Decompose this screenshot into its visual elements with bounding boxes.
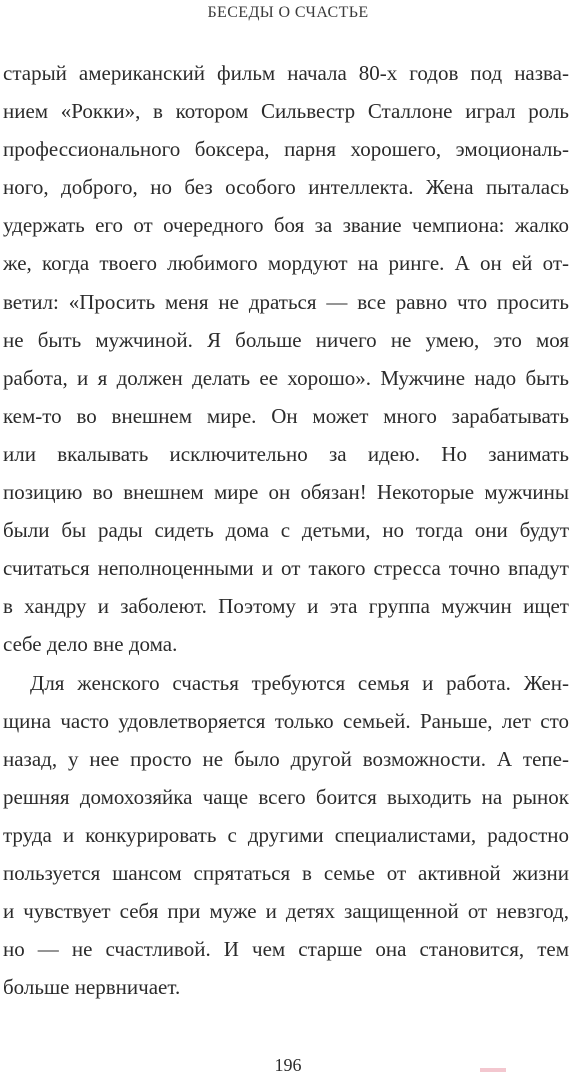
text-line: в хандру и заболеют. Поэтому и эта группа мужчин ищет [3,594,569,619]
text-line: же, когда твоего любимого мордуют на ринге. А он ей от- [3,251,569,276]
text-line: себе дело вне дома. [3,632,178,657]
text-line: старый американский фильм начала 80-х годов под назва- [3,61,569,85]
running-title: БЕСЕДЫ О СЧАСТЬЕ [207,4,369,21]
text-line: кем-то во внешнем мире. Он может много зарабатывать [3,403,569,428]
text-line: Для женского счастья требуются семья и работа. Жен- [30,670,569,695]
text-line: щина часто удовлетворяется только семьей. Раньше, лет сто [3,708,569,733]
text-line: удержать его от очередного боя за звание чемпиона: жалко [3,213,569,238]
text-line: позицию во внешнем мире он обязан! Некоторые мужчины [3,480,569,505]
text-line: труда и конкурировать с другими специалистами, радостно [3,822,569,847]
text-line: ветил: «Просить меня не драться — все равно что просить [3,289,569,314]
page-number: 196 [274,1055,302,1075]
text-line: нием «Рокки», в котором Сильвестр Сталлоне играл роль [3,99,569,124]
text-line: считаться неполноценными и от такого стресса точно впадут [3,556,569,581]
page-edge-mark [480,1068,506,1072]
text-line: работа, и я должен делать ее хорошо». Мужчине надо быть [3,365,569,390]
text-line: и чувствует себя при муже и детях защищенной от невзгод, [3,899,569,924]
text-line: но — не счастливой. И чем старше она становится, тем [3,937,569,962]
text-line: больше нервничает. [3,975,181,1000]
text-line: решняя домохозяйка чаще всего боится выходить на рынок [3,784,569,809]
text-line: назад, у нее просто не было другой возможности. А тепе- [3,746,569,771]
body-text [3,58,569,1010]
text-line: пользуется шансом спрятаться в семье от активной жизни [3,860,569,885]
text-line: ного, доброго, но без особого интеллекта. Жена пыталась [3,175,569,200]
text-line: или вкалывать исключительно за идею. Но занимать [3,441,569,466]
text-line: не быть мужчиной. Я больше ничего не умею, это моя [3,327,569,352]
text-line: были бы рады сидеть дома с детьми, но тогда они будут [3,518,569,543]
text-line: профессионального боксера, парня хорошего, эмоциональ- [3,137,569,162]
